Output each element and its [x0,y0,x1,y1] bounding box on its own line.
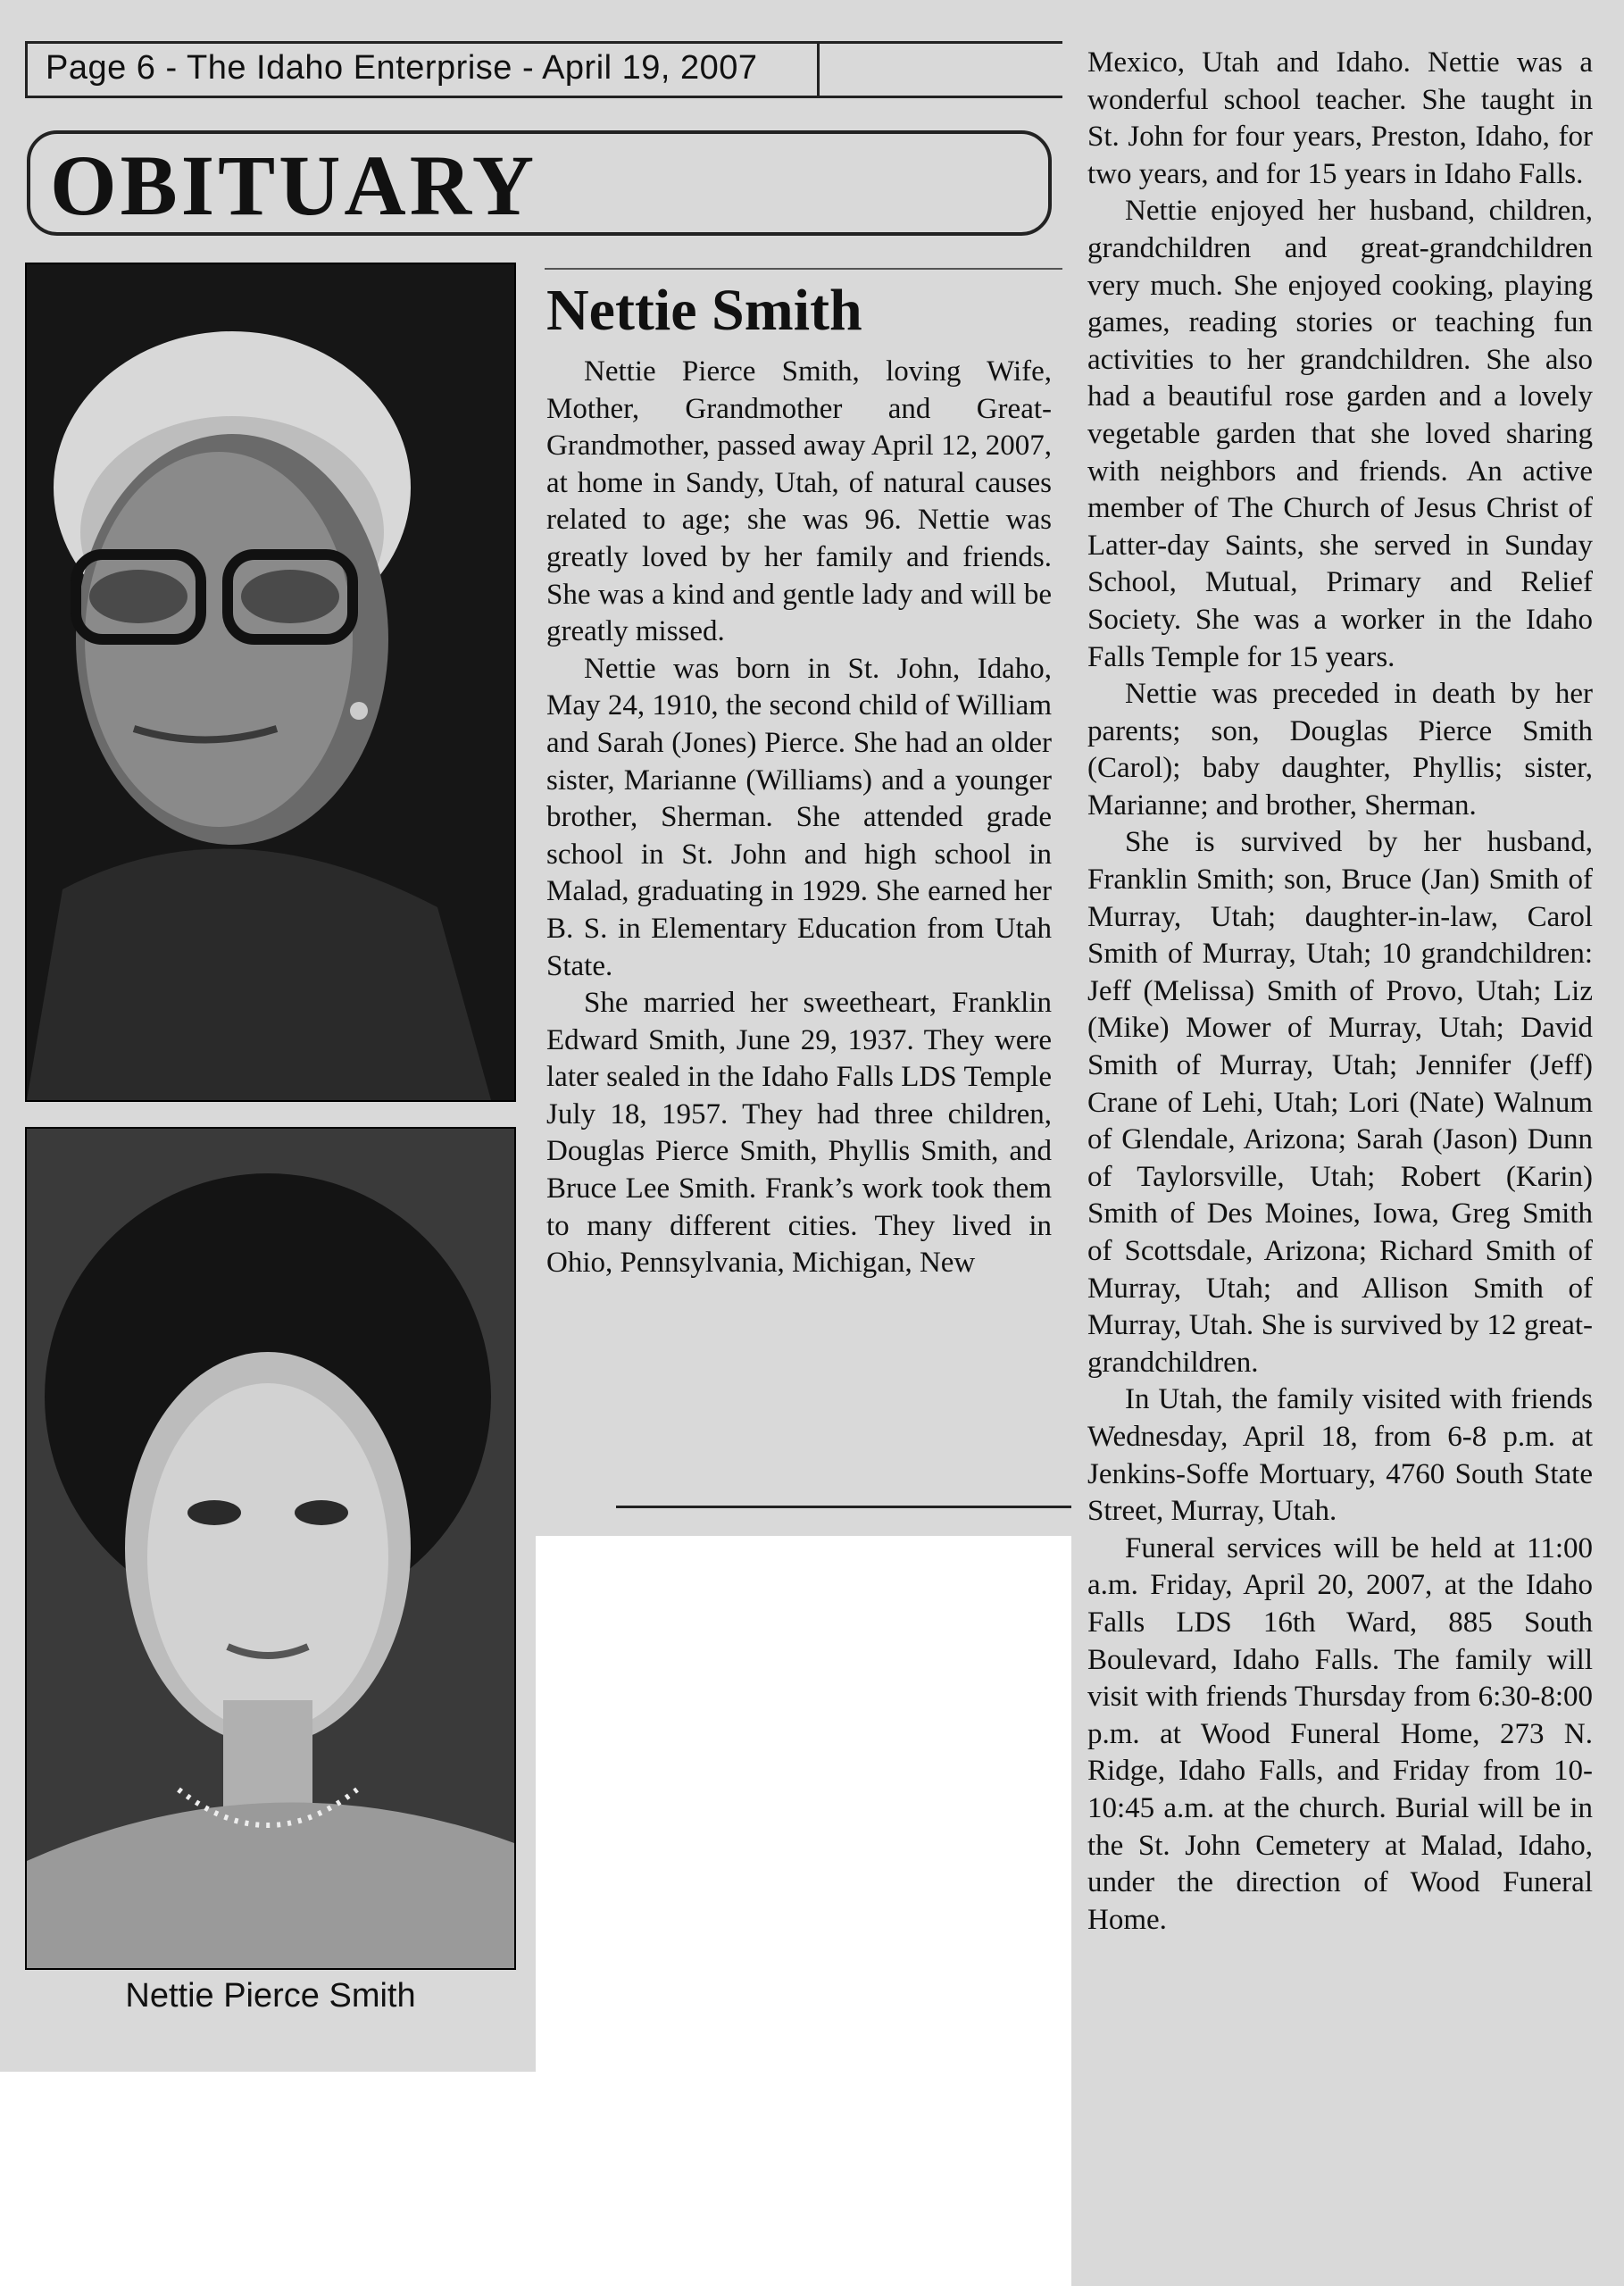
paragraph: Funeral services will be held at 11:00 a.m. Friday, April 20, 2007, at the Idaho Falls LDS 16th Ward, 885 South Boulevard, Idaho Falls. The family will visit with friends Thursday from 6:30-8:00 p.m. at Wood Funeral Home, 273 N. Ridge, Idaho Falls, and Friday from 10-10:45 a.m. at the church. Burial will be in the St. John Cemetery at Malad, Idaho, under the direction of Wood Funeral Home. [1087,1531,1593,1936]
bottom-divider [616,1506,1071,1508]
portrait-photo-elderly [25,263,516,1102]
running-head-box [25,44,820,96]
paragraph: Nettie enjoyed her husband, children, grandchildren and great-grandchildren very much. She enjoyed cooking, playing games, reading stories or teaching fun activities to her grandchildren. She also had a beautiful rose garden and a lovely vegetable garden that she loved sharing with neighbors and friends. An active member of The Church of Jesus Christ of Latter-day Saints, she served in Sunday School, Mutual, Primary and Relief Society. She was a worker in the Idaho Falls Temple for 15 years. [1087,195,1593,673]
paragraph: Nettie Pierce Smith, loving Wife, Mother, Grandmother and Great-Grandmother, passed away April 12, 2007, at home in Sandy, Utah, of natural causes related to age; she was 96. Nettie was greatly loved by her family and friends. She was a kind and gentle lady and will be greatly missed. [546,355,1052,648]
top-divider [545,268,1062,270]
paragraph: Nettie was preceded in death by her parents; son, Douglas Pierce Smith (Carol); baby daughter, Phyllis; sister, Marianne; and brother, Sherman. [1087,678,1593,822]
photo-caption: Nettie Pierce Smith [125,1977,416,2015]
portrait-photo-young [25,1127,516,1970]
paragraph: In Utah, the family visited with friends Wednesday, April 18, from 6-8 p.m. at Jenkins-Soffe Mortuary, 4760 South State Street, Murray, Utah. [1087,1383,1593,1528]
text-column-2 [1087,45,1593,1939]
text-column-1 [546,354,1052,1282]
paragraph-continuation: Mexico, Utah and Idaho. Nettie was a wonderful school teacher. She taught in St. John for four years, Preston, Idaho, for two years, and for 15 years in Idaho Falls. [1087,46,1593,190]
running-head: Page 6 - The Idaho Enterprise - April 19, 2007 [46,49,758,87]
portrait-young-illustration [27,1129,514,1968]
paragraph: Nettie was born in St. John, Idaho, May 24, 1910, the second child of William and Sarah (Jones) Pierce. She had an older sister, Marianne (Williams) and a younger brother, Sherman. She attended grade school in St. John and high school in Malad, graduating in 1929. She earned her B. S. in Elementary Education from Utah State. [546,652,1052,982]
section-banner [27,130,1052,236]
paragraph: She married her sweetheart, Franklin Edward Smith, June 29, 1937. They were later sealed in the Idaho Falls LDS Temple July 18, 1957. They had three children, Douglas Pierce Smith, Phyllis Smith, and Bruce Lee Smith. Frank’s work took them to many different cities. They lived in Ohio, Pennsylvania, Michigan, New [546,987,1052,1280]
obituary-name: Nettie Smith [546,278,862,343]
portrait-elderly-illustration [27,264,514,1100]
running-head-bar [25,41,1062,98]
section-title: OBITUARY [50,138,538,233]
paragraph: She is survived by her husband, Franklin Smith; son, Bruce (Jan) Smith of Murray, Utah; daughter-in-law, Carol Smith of Murray, Utah; 10 grandchildren: Jeff (Melissa) Smith of Provo, Utah; Liz (Mike) Mower of Murray, Utah; David Smith of Murray, Utah; Jennifer (Jeff) Crane of Lehi, Utah; Lori (Nate) Walnum of Glendale, Arizona; Sarah (Jason) Dunn of Taylorsville, Utah; Robert (Karin) Smith of Des Moines, Iowa, Greg Smith of Scottsdale, Arizona; Richard Smith of Murray, Utah; and Allison Smith of Murray, Utah. She is survived by 12 great-grandchildren. [1087,826,1593,1379]
